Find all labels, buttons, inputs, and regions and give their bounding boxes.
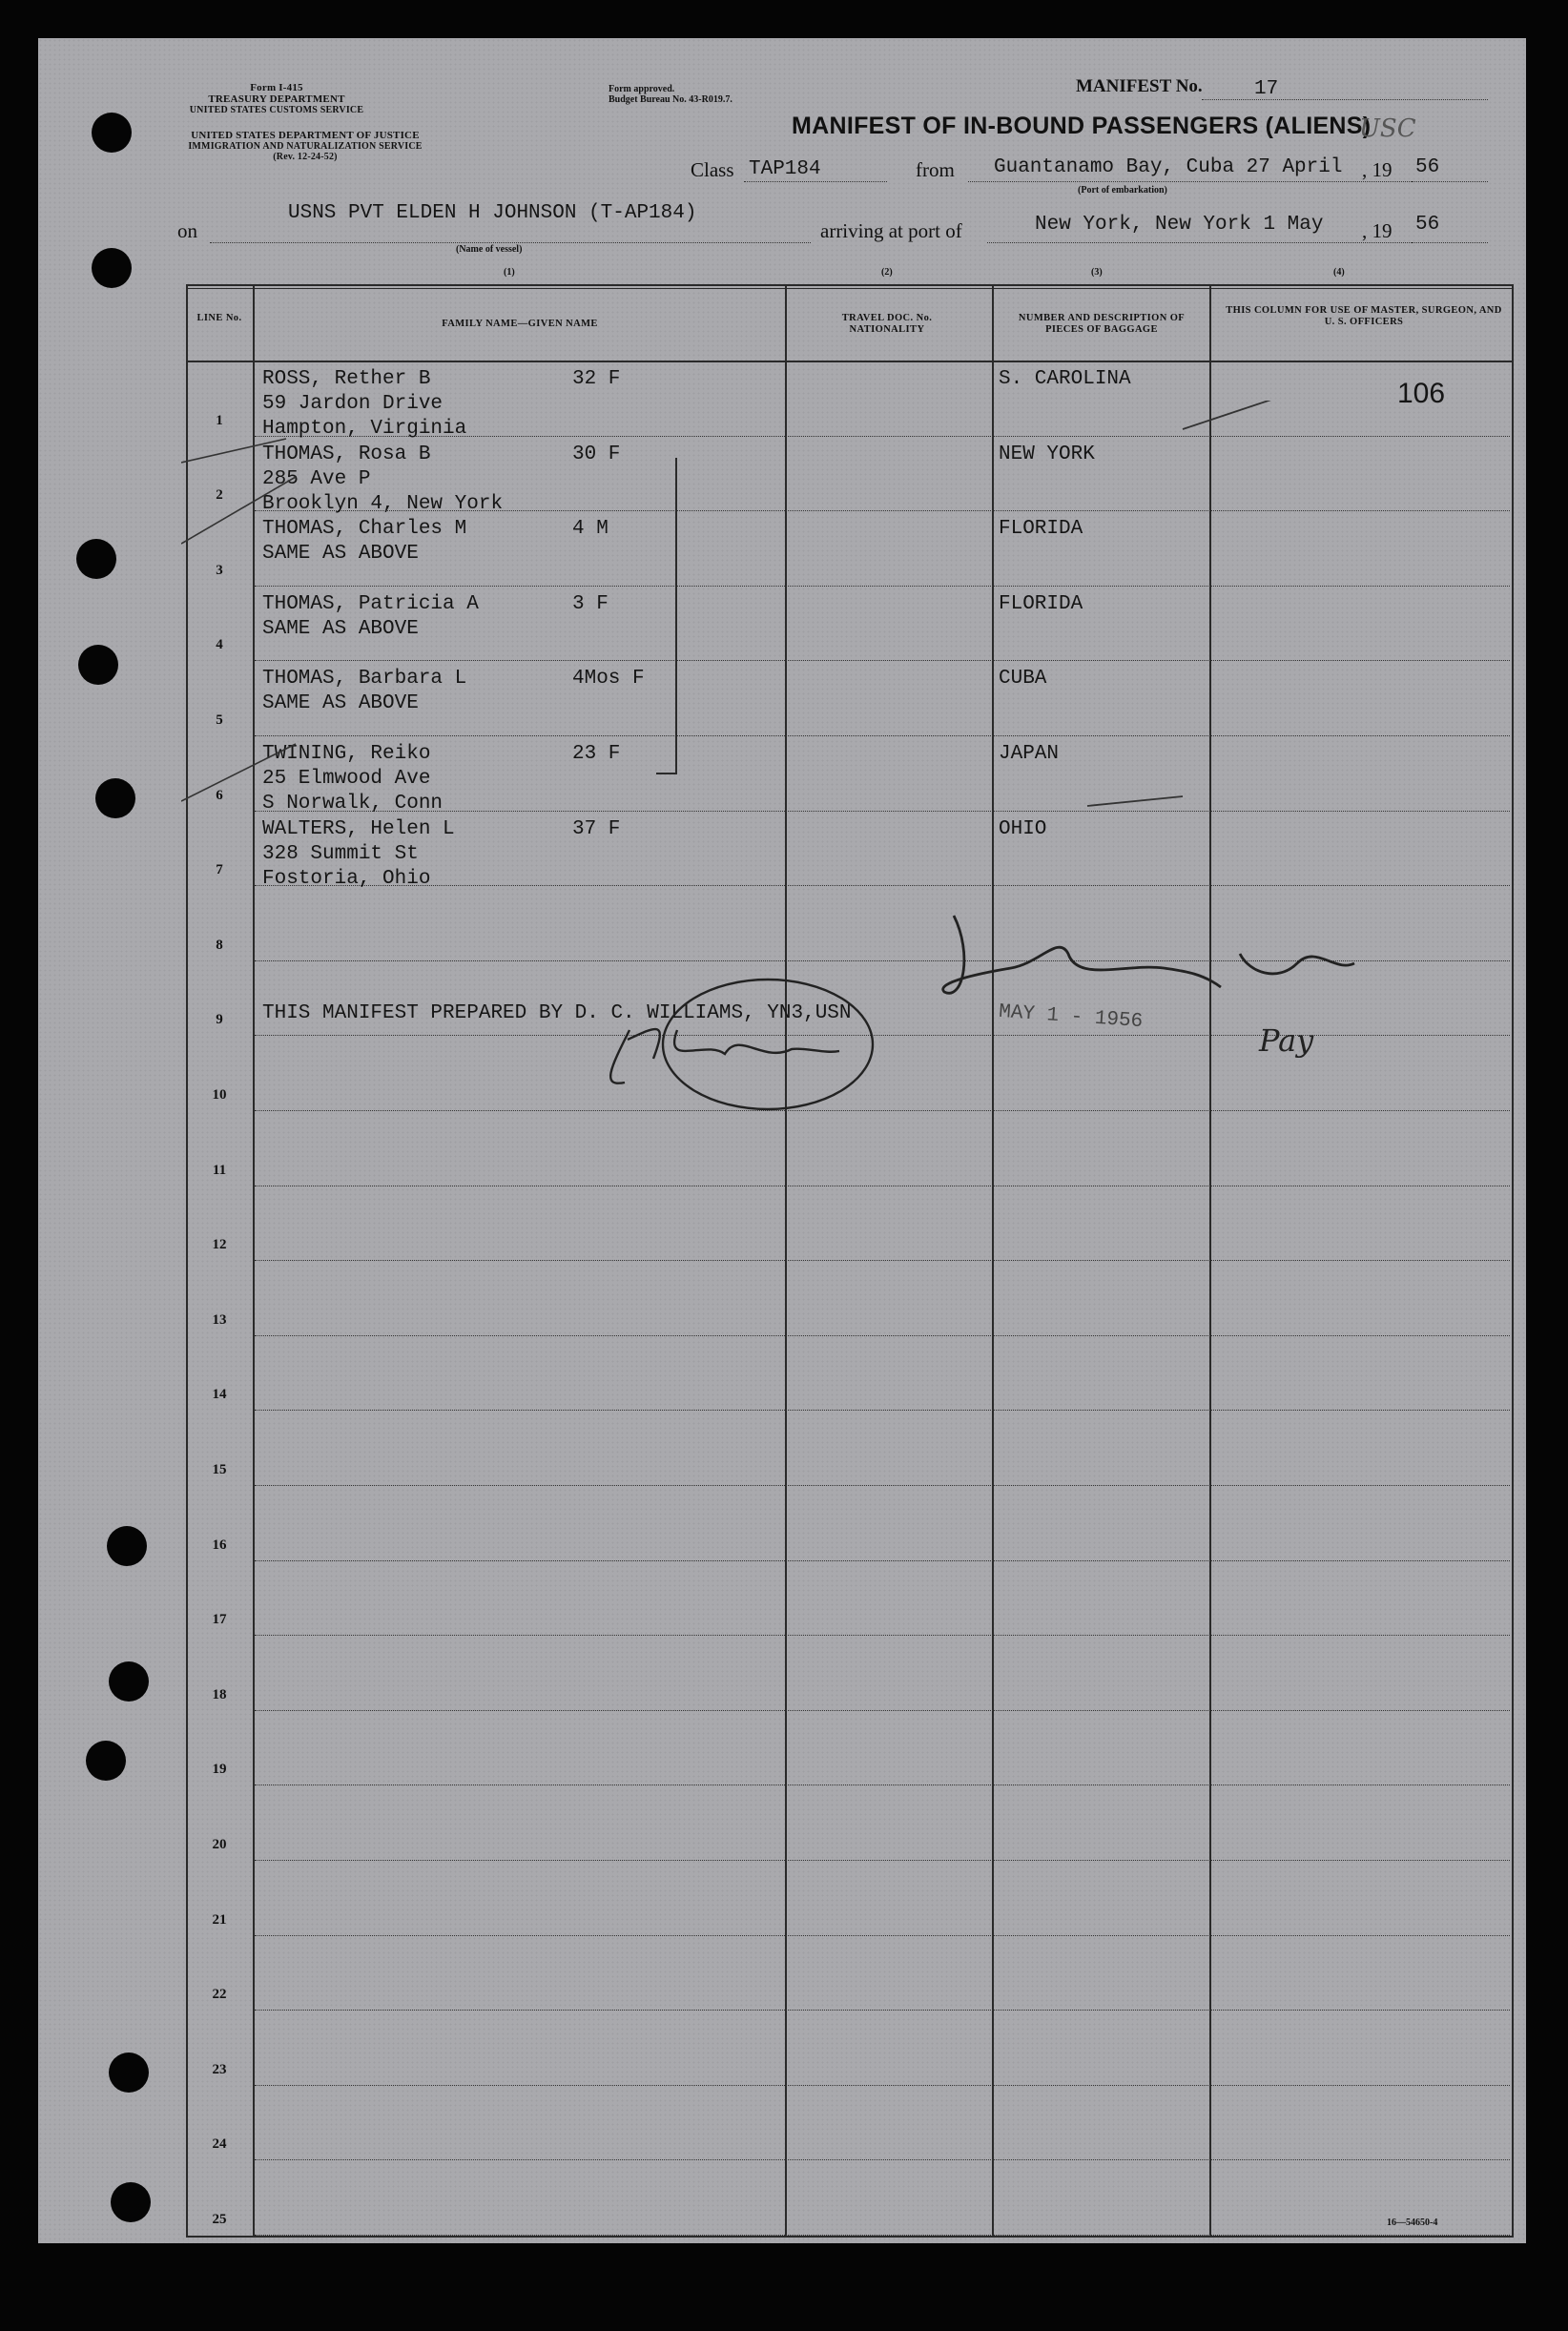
arriving-label: arriving at port of (820, 219, 962, 242)
passenger-age-sex: 32 F (572, 368, 621, 390)
port-embark-caption: (Port of embarkation) (1078, 185, 1167, 196)
passenger-age-sex: 23 F (572, 743, 621, 765)
baggage-description: NEW YORK (999, 443, 1095, 465)
row-rule (255, 1860, 1510, 1861)
row-rule (255, 2235, 1510, 2236)
passenger-address-2: Hampton, Virginia (262, 418, 467, 440)
manifest-document (38, 38, 1526, 2243)
baggage-description: FLORIDA (999, 518, 1083, 541)
approval-block (609, 84, 732, 105)
class-value: TAP184 (749, 158, 821, 180)
row-rule (255, 1710, 1510, 1711)
passenger-name: THOMAS, Barbara L (262, 668, 467, 691)
immigration-service: IMMIGRATION AND NATURALIZATION SERVICE (188, 141, 423, 152)
line-number: 7 (216, 862, 223, 878)
baggage-description: OHIO (999, 817, 1047, 840)
baggage-description: FLORIDA (999, 592, 1083, 615)
officer-signature (877, 897, 1412, 1059)
col-num-3: (3) (1091, 267, 1103, 278)
line-number: 20 (212, 1837, 227, 1852)
punch-hole (92, 113, 132, 153)
punch-hole (111, 2182, 151, 2222)
embarkation-year: 56 (1415, 156, 1440, 178)
col-num-1: (1) (504, 267, 515, 278)
passenger-name: WALTERS, Helen L (262, 817, 455, 840)
col-num-2: (2) (881, 267, 893, 278)
manifest-title: MANIFEST OF IN-BOUND PASSENGERS (ALIENS) (792, 113, 1372, 139)
baggage-description: MAY 1 - 1956 (998, 1000, 1144, 1034)
title-annotation: USC (1359, 114, 1416, 143)
form-approved: Form approved. (609, 84, 675, 94)
line-number: 5 (216, 712, 223, 728)
manifest-number-value: 17 (1254, 78, 1279, 100)
baggage-strikes (1078, 401, 1307, 820)
passenger-address-1: SAME AS ABOVE (262, 617, 419, 640)
passenger-name: ROSS, Rether B (262, 368, 431, 390)
line-number: 13 (212, 1311, 227, 1328)
year-prefix-arrival: , 19 (1362, 219, 1393, 242)
agency-header (134, 82, 420, 115)
passenger-age-sex: 30 F (572, 443, 621, 465)
line-number: 18 (212, 1686, 227, 1702)
justice-header (162, 130, 448, 162)
justice-dept: UNITED STATES DEPARTMENT OF JUSTICE (191, 130, 420, 141)
class-label: Class (691, 158, 734, 181)
passenger-address-2: Fostoria, Ohio (262, 867, 431, 890)
punch-hole (109, 1661, 149, 1702)
row-rule (255, 1560, 1510, 1561)
passenger-address-1: 25 Elmwood Ave (262, 768, 431, 790)
col-header-baggage: NUMBER AND DESCRIPTION OF PIECES OF BAGGAGE (1018, 313, 1186, 335)
row-rule (255, 1335, 1510, 1336)
punch-hole (109, 2053, 149, 2093)
passenger-address-1: 285 Ave P (262, 467, 371, 490)
line-number: 17 (212, 1612, 227, 1628)
baggage-description: S. CAROLINA (999, 368, 1131, 390)
punch-hole (107, 1526, 147, 1566)
row-rule (255, 885, 1510, 886)
baggage-description: CUBA (999, 668, 1047, 691)
line-number: 8 (216, 937, 223, 953)
passenger-name: THIS MANIFEST PREPARED BY D. C. WILLIAMS, YN3,USN (262, 1001, 852, 1024)
row-rule (255, 1410, 1510, 1411)
revision-date: (Rev. 12-24-52) (273, 152, 338, 162)
line-number: 4 (216, 637, 223, 653)
passenger-address-1: SAME AS ABOVE (262, 543, 419, 566)
row-rule (255, 1784, 1510, 1785)
line-number: 2 (216, 487, 223, 504)
passenger-age-sex: 3 F (572, 592, 609, 615)
embarkation-port-value: Guantanamo Bay, Cuba 27 April (994, 156, 1343, 178)
passenger-address-1: SAME AS ABOVE (262, 692, 419, 715)
vessel-caption: (Name of vessel) (456, 244, 523, 255)
line-number: 3 (216, 562, 223, 578)
on-label: on (177, 219, 197, 242)
row-rule (255, 2085, 1510, 2086)
line-number: 21 (212, 1911, 227, 1928)
col-header-travel-doc: TRAVEL DOC. No. NATIONALITY (841, 313, 933, 335)
baggage-description: JAPAN (999, 743, 1060, 765)
punch-hole (92, 248, 132, 288)
tally-marks (181, 382, 849, 858)
punch-hole (95, 778, 135, 818)
arrival-year: 56 (1415, 214, 1440, 236)
line-number: 24 (212, 2136, 227, 2153)
passenger-address-2: Brooklyn 4, New York (262, 492, 504, 515)
row-rule (255, 1485, 1510, 1486)
punch-hole (86, 1741, 126, 1781)
col-header-officers: THIS COLUMN FOR USE OF MASTER, SURGEON, AND U. S. OFFICERS (1226, 305, 1502, 327)
row-rule (255, 2159, 1510, 2160)
line-number: 23 (212, 2061, 227, 2077)
passenger-age-sex: 4Mos F (572, 668, 645, 691)
passenger-name: THOMAS, Charles M (262, 518, 467, 541)
line-number: 19 (212, 1762, 227, 1778)
passenger-age-sex: 37 F (572, 817, 621, 840)
row-rule (255, 2010, 1510, 2011)
line-number: 22 (212, 1987, 227, 2003)
passenger-name: THOMAS, Rosa B (262, 443, 431, 465)
col-num-4: (4) (1333, 267, 1345, 278)
preparer-signature (572, 973, 887, 1125)
punch-hole (76, 539, 116, 579)
passenger-address-1: 59 Jardon Drive (262, 393, 444, 415)
line-number: 16 (212, 1537, 227, 1553)
line-number: 15 (212, 1462, 227, 1477)
line-number: 11 (212, 1162, 227, 1178)
customs-service: UNITED STATES CUSTOMS SERVICE (189, 105, 364, 115)
passenger-name: TWINING, Reiko (262, 743, 431, 765)
passenger-address-1: 328 Summit St (262, 842, 419, 865)
passenger-age-sex: 4 M (572, 518, 609, 541)
passenger-address-2: S Norwalk, Conn (262, 793, 444, 815)
year-prefix-from: , 19 (1362, 158, 1393, 181)
row-rule (255, 1635, 1510, 1636)
col-header-line-no: LINE No. (196, 313, 242, 323)
officer-note-cell: 106 (1397, 378, 1446, 409)
vessel-name-value: USNS PVT ELDEN H JOHNSON (T-AP184) (288, 202, 697, 224)
line-number: 1 (216, 412, 223, 428)
punch-hole (78, 645, 118, 685)
treasury-dept: TREASURY DEPARTMENT (208, 93, 345, 105)
form-number: Form I-415 (250, 82, 303, 93)
row-rule (255, 1260, 1510, 1261)
line-number: 12 (212, 1237, 227, 1253)
line-number: 6 (216, 787, 223, 803)
line-number: 14 (212, 1387, 227, 1403)
manifest-number-label: MANIFEST No. (1076, 76, 1203, 96)
col-header-name: FAMILY NAME—GIVEN NAME (442, 319, 598, 329)
line-number: 10 (212, 1087, 227, 1103)
passenger-name: THOMAS, Patricia A (262, 592, 479, 615)
print-code: 16—54650-4 (1387, 2218, 1438, 2228)
row-rule (255, 1935, 1510, 1936)
officer-note: Pay (1259, 1022, 1314, 1059)
line-number: 25 (212, 2212, 227, 2227)
line-number: 9 (216, 1012, 223, 1028)
arrival-port-value: New York, New York 1 May (1035, 214, 1324, 236)
from-label: from (916, 158, 955, 181)
budget-bureau-no: Budget Bureau No. 43-R019.7. (609, 94, 732, 105)
